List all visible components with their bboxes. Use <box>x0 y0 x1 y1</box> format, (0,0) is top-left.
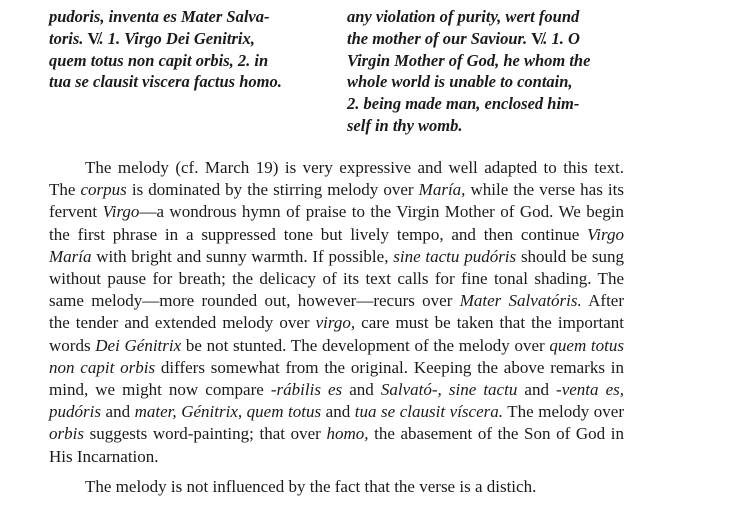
english-line: the mother of our Saviour. V̸. 1. O <box>347 28 580 48</box>
english-line: any violation of purity, wert found <box>347 7 580 26</box>
italic-term: quem totus non capit orbis <box>49 335 624 377</box>
italic-term: tua se clausit víscera. <box>354 402 503 422</box>
english-line: whole world is unable to contain, <box>347 72 573 92</box>
italic-term: Dei Génitrix <box>95 335 182 355</box>
italic-term: -venta es, pudóris <box>49 380 624 422</box>
italic-term: -rábilis es <box>270 380 343 400</box>
latin-line: quem totus non capit orbis, 2. in <box>49 50 269 70</box>
versicle-symbol: V̸ <box>87 28 100 48</box>
latin-line: toris. V̸. 1. Virgo Dei Genitrix, <box>49 28 255 48</box>
latin-line: tua se clausit viscera factus homo. <box>49 72 282 92</box>
italic-term: mater, Génitrix, quem totus <box>134 402 322 422</box>
italic-term: virgo, <box>315 313 356 333</box>
english-line: 2. being made man, enclosed him- <box>347 94 580 114</box>
latin-text-column <box>49 6 325 93</box>
commentary-paragraph: The melody (cf. March 19) is very expressive and well adapted to this text. The corpus is dominated by the stirring melody over María, while the verse has its fervent Virgo—a wondrous hymn of praise to the Virgin Mother of God. We begin the first phrase in a suppressed tone but lively tempo, and then continue Virgo María with bright and sunny warmth. If possible, sine tactu pudóris should be sung without pause for breath; the delicacy of its text calls for fine tonal shading. The same melody—more rounded out, however—recurs over Mater Salvatóris. After the tender and extended melody over virgo, care must be taken that the important words Dei Génitrix be not stunted. The development of the melody over quem totus non capit orbis differs somewhat from the original. Keeping the above remarks in mind, we might now compare -rábilis es and Salvató-, sine tactu and -venta es, pudóris and mater, Génitrix, quem totus and tua se clausit víscera. The melody over orbis suggests word-painting; that over homo, the abasement of the Son of God in His Incarnation. <box>49 158 625 466</box>
italic-term: sine tactu <box>448 380 518 400</box>
italic-term: homo, <box>326 424 369 444</box>
italic-term: Virgo María <box>49 224 624 266</box>
english-line: self in thy womb. <box>347 115 463 135</box>
english-line: Virgin Mother of God, he whom the <box>347 50 591 70</box>
italic-term: Mater Salvatóris. <box>459 291 582 311</box>
italic-term: sine tactu pudóris <box>393 246 517 266</box>
commentary-paragraph-closing: The melody is not influenced by the fact that the verse is a distich. <box>85 476 537 496</box>
latin-line: pudoris, inventa es Mater Salva- <box>49 7 270 26</box>
english-translation-column <box>347 6 624 137</box>
versicle-symbol: V̸ <box>531 28 544 48</box>
italic-term: orbis <box>49 424 84 444</box>
italic-term: María, <box>418 180 466 200</box>
commentary <box>49 157 624 498</box>
italic-term: Virgo <box>102 202 140 222</box>
italic-term: corpus <box>80 180 127 200</box>
italic-term: Salvató-, <box>380 380 442 400</box>
